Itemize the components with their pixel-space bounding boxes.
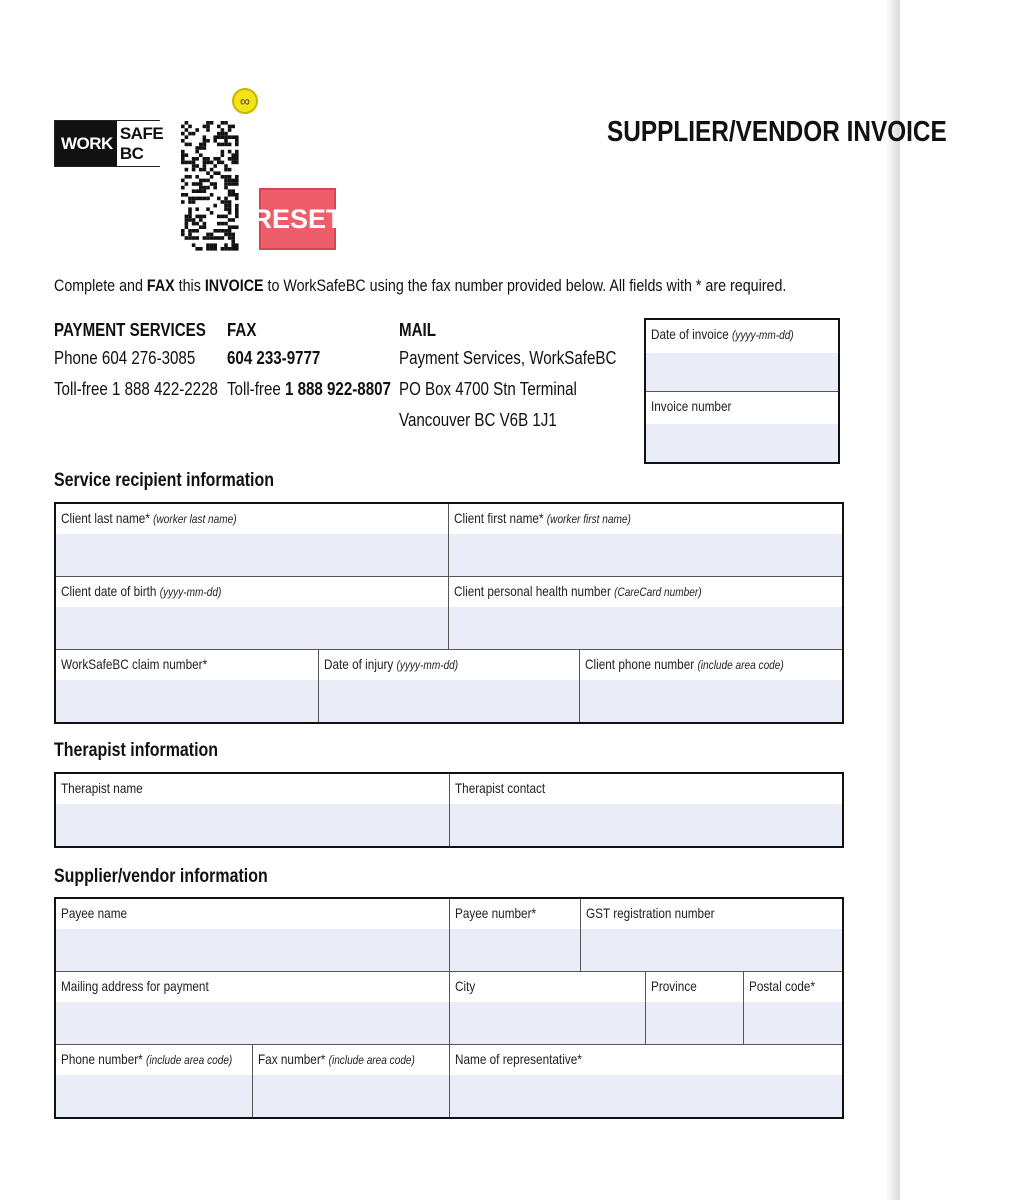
fax-block: FAX 604 233-9777 Toll-free 1 888 922-8807: [227, 320, 391, 399]
therapist-name-field[interactable]: Therapist name: [55, 773, 449, 847]
therapist-contact-field[interactable]: Therapist contact: [449, 773, 843, 847]
client-phn-field[interactable]: Client personal health number (CareCard number): [448, 577, 843, 650]
mail-line-2: PO Box 4700 Stn Terminal: [399, 379, 577, 399]
therapist-heading: Therapist information: [54, 740, 219, 761]
payee-number-field[interactable]: Payee number*: [449, 898, 580, 972]
invoice-info-box: [644, 318, 840, 464]
representative-name-field[interactable]: Name of representative*: [449, 1045, 843, 1119]
fax-heading: FAX: [227, 320, 257, 340]
mail-block: [399, 320, 658, 436]
link-icon[interactable]: ∞: [232, 88, 258, 114]
client-dob-field[interactable]: Client date of birth (yyyy-mm-dd): [55, 577, 448, 650]
mailing-address-field[interactable]: Mailing address for payment: [55, 972, 449, 1045]
logo-part-work: WORK: [55, 121, 117, 166]
fax-tollfree: 1 888 922-8807: [284, 379, 391, 399]
reset-button[interactable]: RESET: [259, 188, 336, 250]
mail-line-1: Payment Services, WorkSafeBC: [399, 348, 617, 368]
service-recipient-table: [54, 502, 844, 724]
instructions: Complete and FAX this INVOICE to WorkSafeBC using the fax number provided below. All fields with * are required.: [54, 276, 787, 295]
client-last-name-field[interactable]: Client last name* (worker last name): [55, 503, 448, 577]
supplier-heading: Supplier/vendor information: [54, 866, 268, 887]
fax-number: 604 233-9777: [227, 348, 321, 368]
therapist-table: [54, 772, 844, 848]
claim-number-field[interactable]: WorkSafeBC claim number*: [55, 650, 318, 724]
qr-code: [181, 121, 239, 251]
payment-heading: PAYMENT SERVICES: [54, 320, 206, 340]
supplier-table: [54, 897, 844, 1119]
city-field[interactable]: City: [449, 972, 645, 1045]
supplier-phone-field[interactable]: Phone number* (include area code): [55, 1045, 252, 1119]
payee-name-field[interactable]: Payee name: [55, 898, 449, 972]
worksafebc-logo: [54, 120, 164, 167]
logo-part-safebc: SAFE BC: [117, 121, 166, 166]
service-recipient-heading: Service recipient information: [54, 470, 274, 491]
gst-number-field[interactable]: GST registration number: [580, 898, 843, 972]
postal-code-field[interactable]: Postal code*: [743, 972, 843, 1045]
client-first-name-field[interactable]: Client first name* (worker first name): [448, 503, 843, 577]
page-title: SUPPLIER/VENDOR INVOICE: [607, 116, 947, 148]
client-phone-field[interactable]: Client phone number (include area code): [579, 650, 843, 724]
supplier-fax-field[interactable]: Fax number* (include area code): [252, 1045, 449, 1119]
invoice-number-field[interactable]: Invoice number: [646, 391, 838, 462]
mail-heading: MAIL: [399, 320, 436, 340]
payment-phone: Phone 604 276-3085: [54, 348, 196, 368]
invoice-date-field[interactable]: Date of invoice (yyyy-mm-dd): [646, 320, 838, 391]
mail-line-3: Vancouver BC V6B 1J1: [399, 410, 557, 430]
province-field[interactable]: Province: [645, 972, 743, 1045]
injury-date-field[interactable]: Date of injury (yyyy-mm-dd): [318, 650, 579, 724]
page-edge-shadow: [886, 0, 900, 1200]
payment-tollfree: Toll-free 1 888 422-2228: [54, 379, 218, 399]
payment-services-block: [54, 320, 249, 405]
